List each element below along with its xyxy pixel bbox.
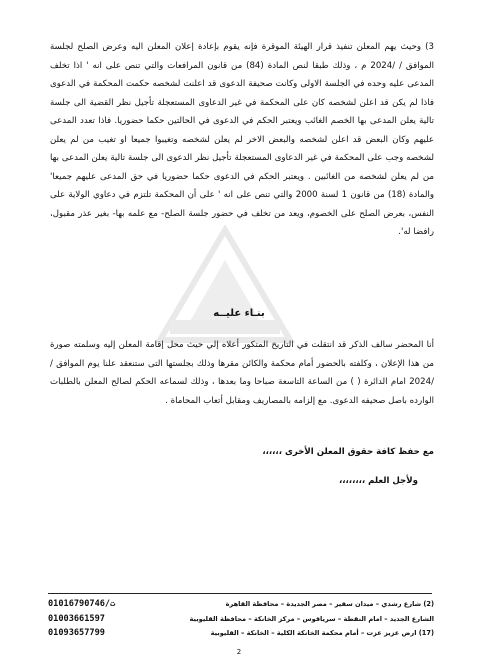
address-line: (2) شارع رشدي – ميدان سفير – مصر الجديدة – محافظة القاهرة xyxy=(225,600,434,608)
address-line: (17) ارض عزيز عزت – أمام محكمة الخانكة الكلية – الخانكة – القليوبية xyxy=(210,629,434,637)
page-number: 2 xyxy=(236,648,242,656)
watermark-logo xyxy=(150,225,300,350)
phone-number: 01003661597 xyxy=(48,613,105,624)
footer-addresses xyxy=(189,597,434,641)
address-line: الشارع الجديد – امام النقطة – سرياقوس – مركز الخانكة – محافظة القليوبية xyxy=(189,614,434,623)
rights-reserved-line: مع حفظ كافة حقوق المعلن الأخرى ،،،،،، xyxy=(262,447,434,457)
footer-phones xyxy=(48,597,115,641)
phone-number: ت/01016790746 xyxy=(48,599,116,609)
phone-number: 01093657799 xyxy=(48,628,105,638)
summons-paragraph: أنا المحضر سالف الذكر قد انتقلت في التاريخ المتكور أعلاه إلي حيث محل إقامة المعلن إليه وسلمته صورة من هذا الإعلان ، وكلفته بالحضور أمام محكمة والكائن مقرها وذلك بجلستها التى ستنعقد علنا يوم الموافق / /2024 امام الدائرة ( ) من الساعة التاسعة صباحا وما بعدها ، وذلك لسماعه الحكم لصالح المعلن بالطلبات الوارده باصل صحيفه الدعوى. مع إلزامه بالمصاريف ومقابل أتعاب المحاماة . xyxy=(50,340,434,406)
for-information-line: ولأجل العلم ،،،،،،،، xyxy=(339,476,418,486)
footer-divider xyxy=(48,593,432,594)
notice-paragraph: 3) وحيث يهم المعلن تنفيذ قرار الهيئة الموقرة فإنه يقوم بإعادة إعلان المعلن اليه وعرض الصلح لجلسة الموافق / /2024 م ، وذلك طبقا لنص المادة (84) من قانون المرافعات والتي تنص على انه ' اذا تخلف المدعى عليه وحده في الجلسة الاولى وكانت صحيفة الدعوى قد اعلنت لشخصه حكمت المحكمة في الدعوى فاذا لم يكن قد اعلن لشخصه كان على المحكمة في غير الدعاوى المستعجلة تأجيل نظر القضية الى جلسة تالية يعلن المدعى بها الخصم الغائب ويعتبر الحكم في الدعوى في الحالتين حكما حضوريا. فاذا تعدد المدعى عليهم وكان البعض قد اعلن لشخصه والبعض الاخر لم يعلن لشخصه وتغيبوا جميعا او تغيب من لم يعلن لشخصه وجب على المحكمة في غير الدعاوى المستعجلة تأجيل نظر الدعوى الى جلسة تالية يعلن المدعى بها من لم يعلن لشخصه من الغائبين . ويعتبر الحكم في الدعوى حكما حضوريا في حق المدعى عليهم جميعا' والمادة (18) من قانون 1 لسنة 2000 والتي تنص على انه ' على أن المحكمة تلتزم في دعاوي الولاية على النفس، بعرض الصلح على الخصوم، ويعد من تخلف في حضور جلسة الصلح- مع علمه بها- بغير عذر مقبول، رافضا له'. xyxy=(50,42,434,237)
section-heading: بنـاء عليــه xyxy=(213,308,265,319)
